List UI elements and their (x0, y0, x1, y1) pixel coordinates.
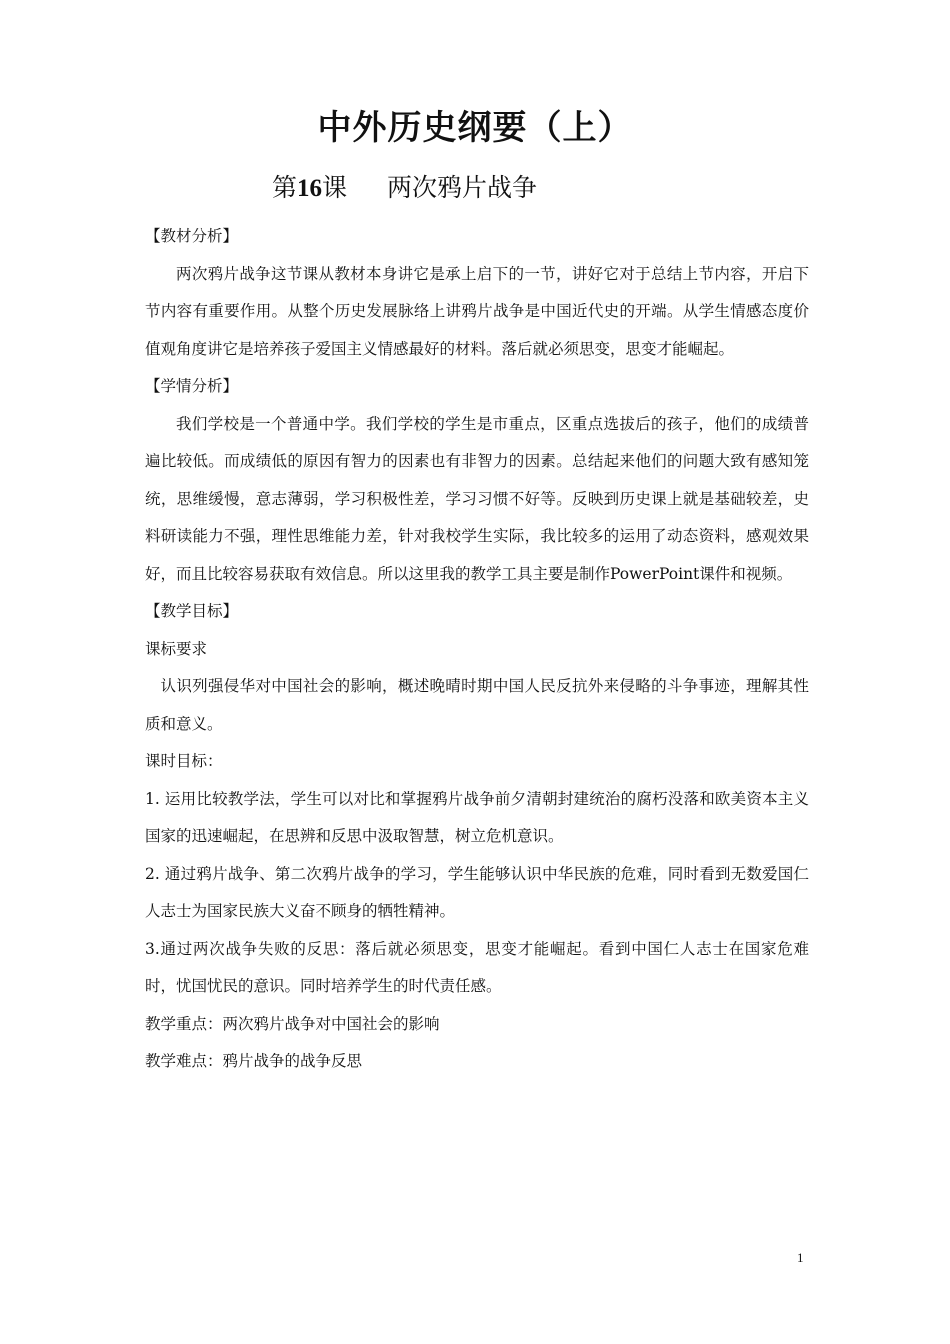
period-goals-label: 课时目标： (145, 752, 223, 770)
page-number: 1 (797, 1250, 804, 1265)
goal-item-3: 3.通过两次战争失败的反思：落后就必须思变，思变才能崛起。看到中国仁人志士在国家危难时，忧国忧民的意识。同时培养学生的时代责任感。 (145, 939, 809, 995)
textbook-analysis-paragraph: 两次鸦片战争这节课从教材本身讲它是承上启下的一节，讲好它对于总结上节内容，开启下节内容有重要作用。从整个历史发展脉络上讲鸦片战争是中国近代史的开端。从学生情感态度价值观角度讲它是培养孩子爱国主义情感最好的材料。落后就必须思变，思变才能崛起。 (145, 264, 809, 358)
goal-item-2: 2. 通过鸦片战争、第二次鸦片战争的学习，学生能够认识中华民族的危难，同时看到无数爱国仁人志士为国家民族大义奋不顾身的牺牲精神。 (145, 864, 809, 920)
section-heading-students: 【学情分析】 (145, 377, 239, 395)
section-heading-textbook: 【教材分析】 (145, 227, 239, 245)
lesson-heading (272, 168, 537, 204)
document-body (145, 218, 809, 1081)
teaching-difficulty: 教学难点：鸦片战争的战争反思 (145, 1052, 363, 1070)
curriculum-standard-paragraph: 认识列强侵华对中国社会的影响，概述晚晴时期中国人民反抗外来侵略的斗争事迹，理解其性质和意义。 (145, 677, 809, 733)
document-title: 中外历史纲要（上） (317, 108, 633, 148)
section-heading-goals: 【教学目标】 (145, 602, 239, 620)
lesson-number: 16 (297, 175, 323, 202)
teaching-key-point: 教学重点：两次鸦片战争对中国社会的影响 (145, 1014, 440, 1033)
lesson-suffix: 课 (322, 173, 348, 202)
lesson-prefix: 第 (272, 173, 298, 202)
student-analysis-paragraph: 我们学校是一个普通中学。我们学校的学生是市重点，区重点选拔后的孩子，他们的成绩普遍比较低。而成绩低的原因有智力的因素也有非智力的因素。总结起来他们的问题大致有感知笼统，思维缓慢，意志薄弱，学习积极性差，学习习惯不好等。反映到历史课上就是基础较差，史料研读能力不强，理性思维能力差，针对我校学生实际，我比较多的运用了动态资料，感观效果好，而且比较容易获取有效信息。所以这里我的教学工具主要是制作PowerPoint课件和视频。 (145, 414, 809, 583)
goal-item-1: 1. 运用比较教学法，学生可以对比和掌握鸦片战争前夕清朝封建统治的腐朽没落和欧美资本主义国家的迅速崛起，在思辨和反思中汲取智慧，树立危机意识。 (145, 789, 809, 845)
lesson-title: 两次鸦片战争 (387, 173, 538, 202)
curriculum-standard-label: 课标要求 (145, 639, 208, 658)
